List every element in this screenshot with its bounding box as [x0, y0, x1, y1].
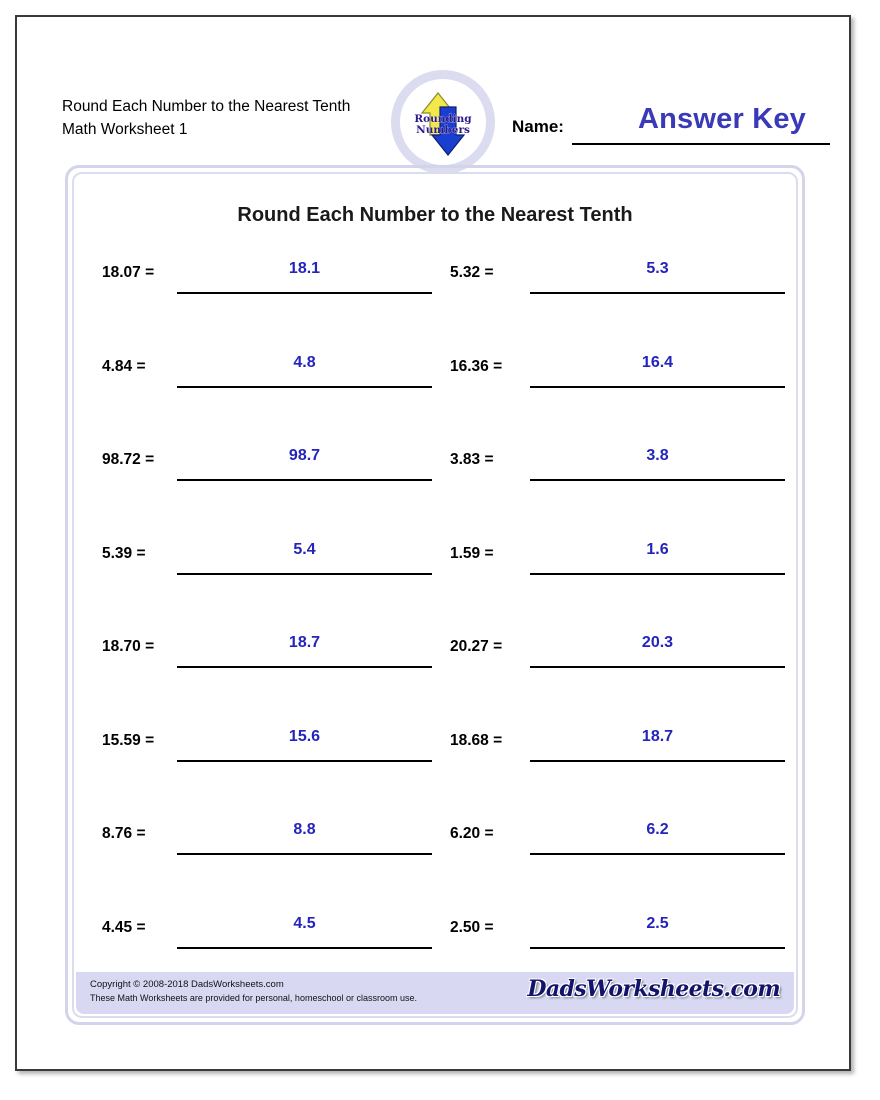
answer-value: 5.3 [646, 260, 669, 277]
copyright-text: Copyright © 2008-2018 DadsWorksheets.com [90, 979, 284, 990]
problem-prompt: 98.72 = [102, 451, 155, 468]
problem-cell [450, 811, 790, 871]
worksheet-title: Round Each Number to the Nearest Tenth [237, 204, 633, 226]
problem-cell [102, 344, 442, 404]
problem-row [74, 344, 796, 438]
rounding-arrows-icon [400, 79, 486, 165]
logo-graphic [400, 79, 486, 165]
problem-cell [102, 905, 442, 965]
answer-key-stamp: Answer Key [637, 103, 806, 135]
problem-prompt: 6.20 = [450, 825, 494, 842]
problem-prompt: 3.83 = [450, 451, 494, 468]
answer-blank[interactable] [530, 437, 785, 481]
name-field-area [512, 95, 832, 151]
answer-line [177, 666, 432, 668]
problem-cell [102, 250, 442, 310]
worksheet-page [15, 15, 851, 1071]
page-title: Round Each Number to the Nearest Tenth [62, 98, 351, 115]
answer-line [177, 573, 432, 575]
answer-value: 4.8 [293, 353, 316, 371]
answer-line [530, 666, 785, 668]
answer-blank[interactable] [530, 531, 785, 575]
problem-prompt: 8.76 = [102, 825, 146, 842]
answer-blank[interactable] [530, 344, 785, 388]
problem-prompt: 18.70 = [102, 638, 155, 655]
problem-prompt: 5.39 = [102, 544, 146, 562]
answer-line [177, 947, 432, 949]
problem-row [74, 718, 796, 812]
problem-cell [102, 531, 442, 591]
problem-prompt: 2.50 = [450, 918, 494, 936]
problem-prompt: 4.84 = [102, 357, 146, 375]
answer-value: 4.5 [293, 914, 316, 932]
answer-blank[interactable] [530, 250, 785, 294]
problem-prompt: 18.68 = [450, 731, 503, 749]
answer-blank[interactable] [530, 905, 785, 949]
problem-prompt: 5.32 = [450, 264, 494, 281]
answer-value: 18.7 [641, 727, 674, 745]
answer-line [177, 760, 432, 762]
rounding-numbers-logo [391, 70, 495, 174]
answer-blank[interactable] [530, 624, 785, 668]
problem-cell [102, 624, 442, 684]
problem-row [74, 624, 796, 718]
answer-blank[interactable] [177, 718, 432, 762]
problem-cell [450, 250, 790, 310]
worksheet-content-inner [72, 172, 798, 1018]
answer-value: 2.5 [646, 914, 669, 932]
answer-line [530, 292, 785, 294]
answer-value: 1.6 [646, 540, 669, 558]
page-header [17, 17, 853, 157]
problem-prompt: 20.27 = [450, 638, 503, 655]
answer-blank[interactable] [177, 624, 432, 668]
answer-line [530, 573, 785, 575]
logo-line1-text: Rounding [414, 113, 472, 125]
usage-text: These Math Worksheets are provided for personal, homeschool or classroom use. [90, 993, 417, 1003]
name-input-line[interactable] [572, 143, 830, 145]
footer-band [76, 972, 794, 1014]
problem-cell [450, 624, 790, 684]
answer-blank[interactable] [177, 344, 432, 388]
answer-blank[interactable] [530, 811, 785, 855]
worksheet-content-box [65, 165, 805, 1025]
answer-blank[interactable] [177, 531, 432, 575]
answer-blank[interactable] [177, 811, 432, 855]
answer-value: 18.7 [288, 634, 321, 651]
answer-line [530, 386, 785, 388]
answer-value: 3.8 [646, 447, 669, 464]
answer-value: 5.4 [293, 540, 316, 558]
problem-row [74, 531, 796, 625]
answer-value: 6.2 [646, 821, 669, 838]
answer-value: 16.4 [641, 353, 674, 371]
answer-blank[interactable] [177, 905, 432, 949]
problem-prompt: 18.07 = [102, 264, 155, 281]
answer-value: 98.7 [288, 447, 321, 464]
header-title-block [62, 95, 392, 141]
problem-cell [450, 437, 790, 497]
problem-row [74, 437, 796, 531]
problem-cell [102, 811, 442, 871]
dadsworksheets-logo: DadsWorksheets.com [527, 976, 780, 1002]
problem-cell [450, 344, 790, 404]
problem-row [74, 811, 796, 905]
problem-cell [102, 718, 442, 778]
problem-grid [74, 250, 796, 998]
answer-value: 8.8 [293, 821, 316, 838]
answer-line [530, 947, 785, 949]
problem-cell [450, 531, 790, 591]
answer-value: 20.3 [641, 634, 674, 651]
answer-value: 15.6 [288, 727, 321, 745]
problem-cell [450, 905, 790, 965]
problem-prompt: 15.59 = [102, 731, 155, 749]
name-label: Name: [512, 117, 564, 136]
problem-prompt: 4.45 = [102, 918, 146, 936]
problem-row [74, 250, 796, 344]
answer-line [177, 853, 432, 855]
answer-blank[interactable] [177, 250, 432, 294]
answer-value: 18.1 [288, 260, 321, 277]
answer-line [177, 292, 432, 294]
answer-line [530, 479, 785, 481]
logo-line2-text: Numbers [416, 124, 470, 136]
answer-line [177, 386, 432, 388]
answer-blank[interactable] [530, 718, 785, 762]
answer-line [530, 760, 785, 762]
problem-cell [450, 718, 790, 778]
problem-prompt: 1.59 = [450, 544, 494, 562]
answer-blank[interactable] [177, 437, 432, 481]
answer-line [530, 853, 785, 855]
answer-line [177, 479, 432, 481]
problem-cell [102, 437, 442, 497]
problem-prompt: 16.36 = [450, 357, 503, 375]
page-subtitle: Math Worksheet 1 [62, 121, 188, 138]
